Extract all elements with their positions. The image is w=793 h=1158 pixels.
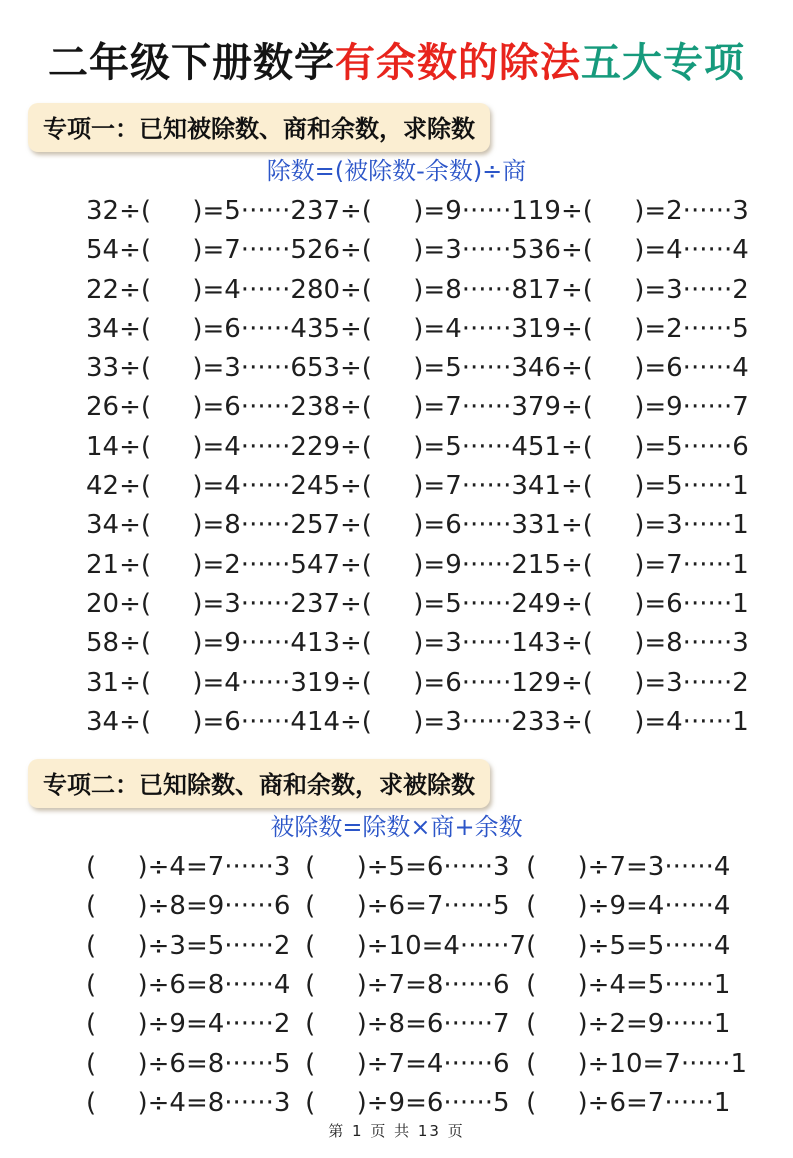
problem-cell: 26÷( )=6······2 — [86, 392, 307, 423]
problem-cell: ( )÷6=7······5 — [305, 891, 510, 922]
problem-cell: 26÷( )=3······5 — [306, 235, 528, 266]
problem-cell: 43÷( )=8······3 — [527, 628, 749, 659]
problem-cell: 13÷( )=3······1 — [306, 628, 528, 659]
section-1-heading: 专项一：已知被除数、商和余数，求除数 — [28, 103, 490, 152]
problem-cell: 79÷( )=9······7 — [527, 392, 749, 423]
problem-cell: ( )÷5=6······3 — [305, 852, 510, 883]
problem-cell: 45÷( )=7······3 — [306, 471, 528, 502]
section-1-problem-grid — [0, 192, 793, 742]
problem-cell: 22÷( )=4······2 — [86, 274, 307, 305]
problem-cell: ( )÷4=5······1 — [526, 970, 731, 1001]
problem-cell: 34÷( )=6······4 — [86, 706, 307, 737]
problem-cell: ( )÷6=8······4 — [86, 970, 291, 1001]
problem-cell: ( )÷7=4······6 — [305, 1048, 510, 1079]
problem-cell: ( )÷9=4······2 — [86, 1009, 291, 1040]
problem-cell: ( )÷9=4······4 — [526, 891, 731, 922]
problem-cell: 31÷( )=4······3 — [86, 667, 307, 698]
problem-cell: ( )÷7=8······6 — [305, 970, 510, 1001]
problem-cell: ( )÷6=8······5 — [86, 1048, 291, 1079]
problem-cell: 37÷( )=5······2 — [306, 588, 528, 619]
problem-cell: 14÷( )=3······2 — [306, 706, 528, 737]
section-2-heading: 专项二：已知除数、商和余数，求被除数 — [28, 759, 490, 808]
problem-cell: 34÷( )=6······4 — [86, 313, 307, 344]
problem-cell: 14÷( )=4······2 — [86, 431, 307, 462]
problem-cell: 38÷( )=7······3 — [306, 392, 528, 423]
problem-cell: 33÷( )=3······6 — [86, 353, 307, 384]
problem-cell: 32÷( )=5······2 — [86, 196, 307, 226]
section-1-formula: 除数=(被除数-余数)÷商 — [266, 157, 527, 185]
problem-cell: ( )÷10=4······7 — [305, 930, 527, 961]
problem-cell: 53÷( )=5······3 — [306, 353, 528, 384]
problem-cell: 20÷( )=3······2 — [86, 588, 307, 619]
problem-cell: ( )÷8=6······7 — [305, 1009, 510, 1040]
title-segment: 有余数的除法 — [335, 39, 581, 86]
section-2-formula: 被除数=除数×商+余数 — [270, 813, 523, 842]
problem-cell: 47÷( )=9······2 — [306, 549, 528, 580]
problem-cell: ( )÷6=7······1 — [526, 1087, 731, 1118]
problem-cell: 49÷( )=6······1 — [527, 588, 749, 619]
problem-cell: 15÷( )=7······1 — [527, 549, 749, 580]
problem-cell: ( )÷5=5······4 — [526, 930, 731, 961]
problem-cell: ( )÷8=9······6 — [86, 891, 291, 922]
section-2 — [0, 746, 793, 1123]
worksheet-page — [0, 36, 793, 1140]
section-1 — [0, 90, 793, 742]
problem-cell: 33÷( )=4······1 — [527, 706, 749, 737]
title-segment: 二年级下册数学 — [48, 39, 335, 86]
problem-cell: 36÷( )=4······4 — [527, 235, 749, 266]
problem-cell: ( )÷2=9······1 — [526, 1009, 731, 1040]
problem-cell: 35÷( )=4······3 — [306, 313, 528, 344]
problem-cell: 46÷( )=6······4 — [527, 353, 749, 384]
problem-cell: 80÷( )=8······8 — [306, 274, 528, 305]
problem-cell: 42÷( )=4······2 — [86, 471, 307, 502]
problem-cell: 51÷( )=5······6 — [527, 431, 749, 462]
problem-cell: 37÷( )=9······1 — [306, 196, 528, 226]
title-segment: 五大专项 — [581, 39, 745, 86]
page-title — [0, 36, 793, 90]
problem-cell: 29÷( )=3······2 — [527, 667, 749, 698]
problem-cell: 17÷( )=3······2 — [527, 274, 749, 305]
problem-cell: 41÷( )=5······1 — [527, 471, 749, 502]
problem-cell: ( )÷7=3······4 — [526, 852, 731, 883]
problem-cell: ( )÷9=6······5 — [305, 1087, 510, 1118]
problem-cell: 19÷( )=2······3 — [527, 196, 749, 226]
page-number: 第 1 页 共 13 页 — [328, 1122, 465, 1140]
problem-cell: 29÷( )=5······4 — [306, 431, 528, 462]
problem-cell: 31÷( )=3······1 — [527, 510, 749, 541]
problem-cell: 57÷( )=6······3 — [306, 510, 528, 541]
problem-cell: 54÷( )=7······5 — [86, 235, 307, 266]
problem-cell: ( )÷4=7······3 — [86, 852, 291, 883]
problem-cell: 34÷( )=8······2 — [86, 510, 307, 541]
problem-cell: 19÷( )=6······1 — [306, 667, 528, 698]
problem-cell: ( )÷3=5······2 — [86, 930, 291, 961]
problem-cell: 21÷( )=2······5 — [86, 549, 307, 580]
problem-cell: ( )÷4=8······3 — [86, 1087, 291, 1118]
problem-cell: 19÷( )=2······5 — [527, 313, 749, 344]
problem-cell: ( )÷10=7······1 — [526, 1048, 747, 1079]
problem-cell: 58÷( )=9······4 — [86, 628, 307, 659]
section-2-problem-grid — [0, 848, 793, 1123]
